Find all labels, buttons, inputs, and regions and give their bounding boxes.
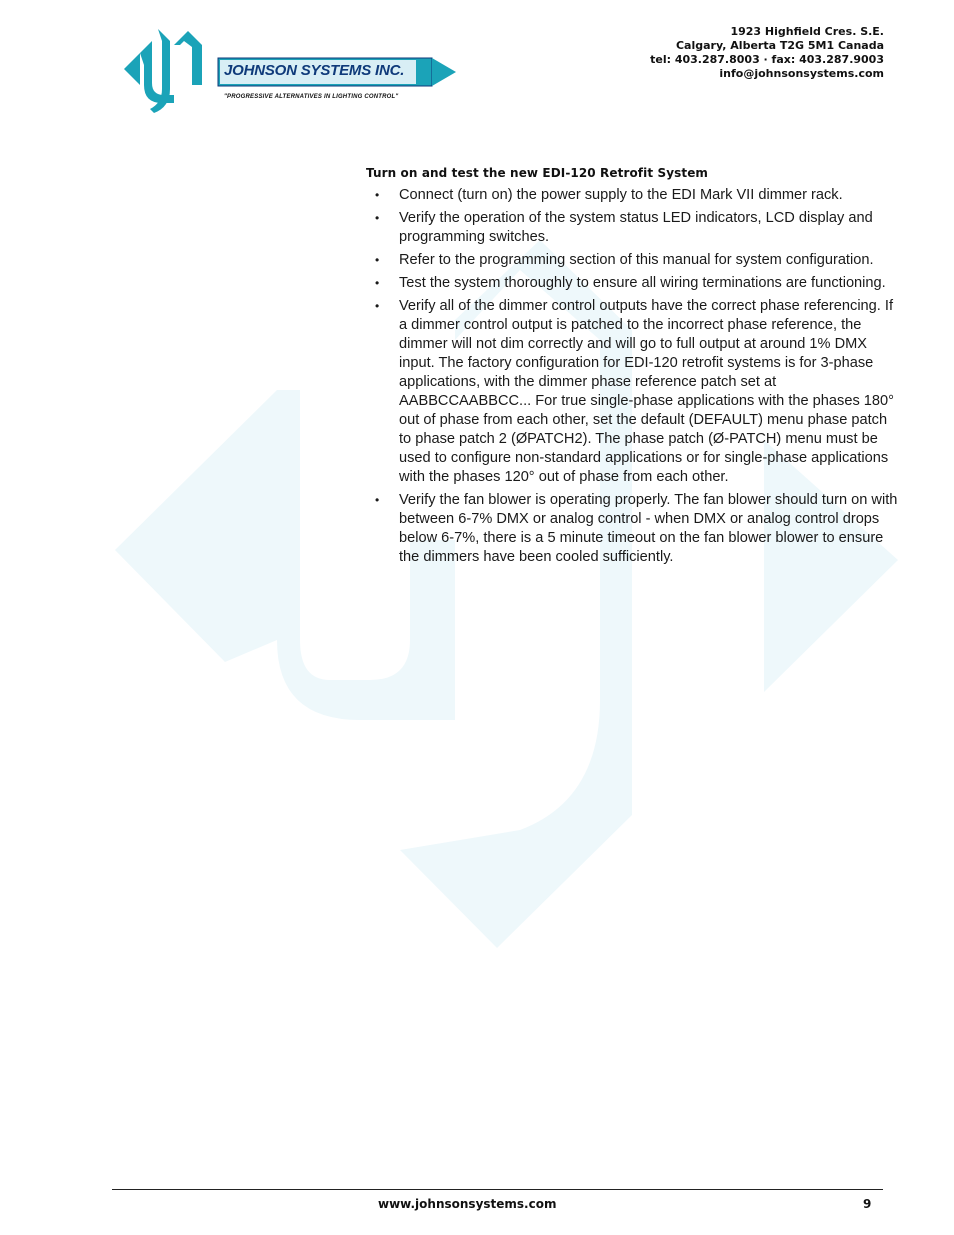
page-number: 9	[863, 1197, 872, 1211]
list-item	[366, 297, 901, 487]
bullet-icon: •	[375, 211, 380, 225]
bullet-icon: •	[375, 188, 380, 202]
main-content	[366, 166, 901, 571]
address-line: 1923 Highfield Cres. S.E.	[730, 25, 884, 38]
list-item	[366, 251, 901, 270]
bullet-icon: •	[375, 276, 380, 290]
list-item	[366, 274, 901, 293]
list-item-text: Verify the fan blower is operating properly. The fan blower should turn on with between 6-7% DMX or analog control - when DMX or analog control drops below 6-7%, there is a 5 minute timeout on the fan blower blower to ensure the dimmers have been cooled sufficiently.	[399, 492, 898, 565]
address-email: info@johnsonsystems.com	[719, 67, 884, 80]
list-item	[366, 209, 901, 247]
section-title: Turn on and test the new EDI-120 Retrofit System	[366, 166, 709, 180]
list-item-text: Verify the operation of the system status LED indicators, LCD display and programming switches.	[399, 210, 873, 245]
company-tagline: "PROGRESSIVE ALTERNATIVES IN LIGHTING CONTROL"	[224, 94, 399, 100]
footer-website-link[interactable]: www.johnsonsystems.com	[378, 1197, 557, 1211]
list-item-text: Test the system thoroughly to ensure all wiring terminations are functioning.	[399, 275, 886, 291]
footer-divider	[112, 1189, 883, 1190]
logo-left-diamond	[124, 53, 140, 85]
address-line: Calgary, Alberta T2G 5M1 Canada	[675, 39, 884, 52]
list-item-text: Connect (turn on) the power supply to the EDI Mark VII dimmer rack.	[399, 187, 843, 203]
bullet-icon: •	[375, 299, 380, 313]
list-item-text: Refer to the programming section of this manual for system configuration.	[399, 252, 874, 268]
list-item	[366, 186, 901, 205]
list-item	[366, 491, 901, 567]
address-line: tel: 403.287.8003 · fax: 403.287.9003	[650, 53, 884, 66]
bullet-icon: •	[375, 493, 380, 507]
list-item-text: Verify all of the dimmer control outputs have the correct phase referencing. If a dimmer control output is patched to the incorrect phase reference, the dimmer will not dim correctly and will go to full output at around 1% DMX input. The factory configuration for EDI-120 retrofit systems is for 3-phase applications, with the dimmer phase reference patch set at AABBCCAABBCC... For true single-phase applications with the phases 180° out of phase from each other, set the default (DEFAULT) menu phase patch to phase patch 2 (ØPATCH2). The phase patch (Ø-PATCH) menu must be used to configure non-standard applications or for single-phase applications with the phases 120° out of phase from each other.	[399, 298, 894, 485]
address-block	[650, 25, 884, 81]
company-name: JOHNSON SYSTEMS INC.	[224, 62, 405, 79]
bullet-icon: •	[375, 253, 380, 267]
instruction-list	[366, 186, 901, 567]
